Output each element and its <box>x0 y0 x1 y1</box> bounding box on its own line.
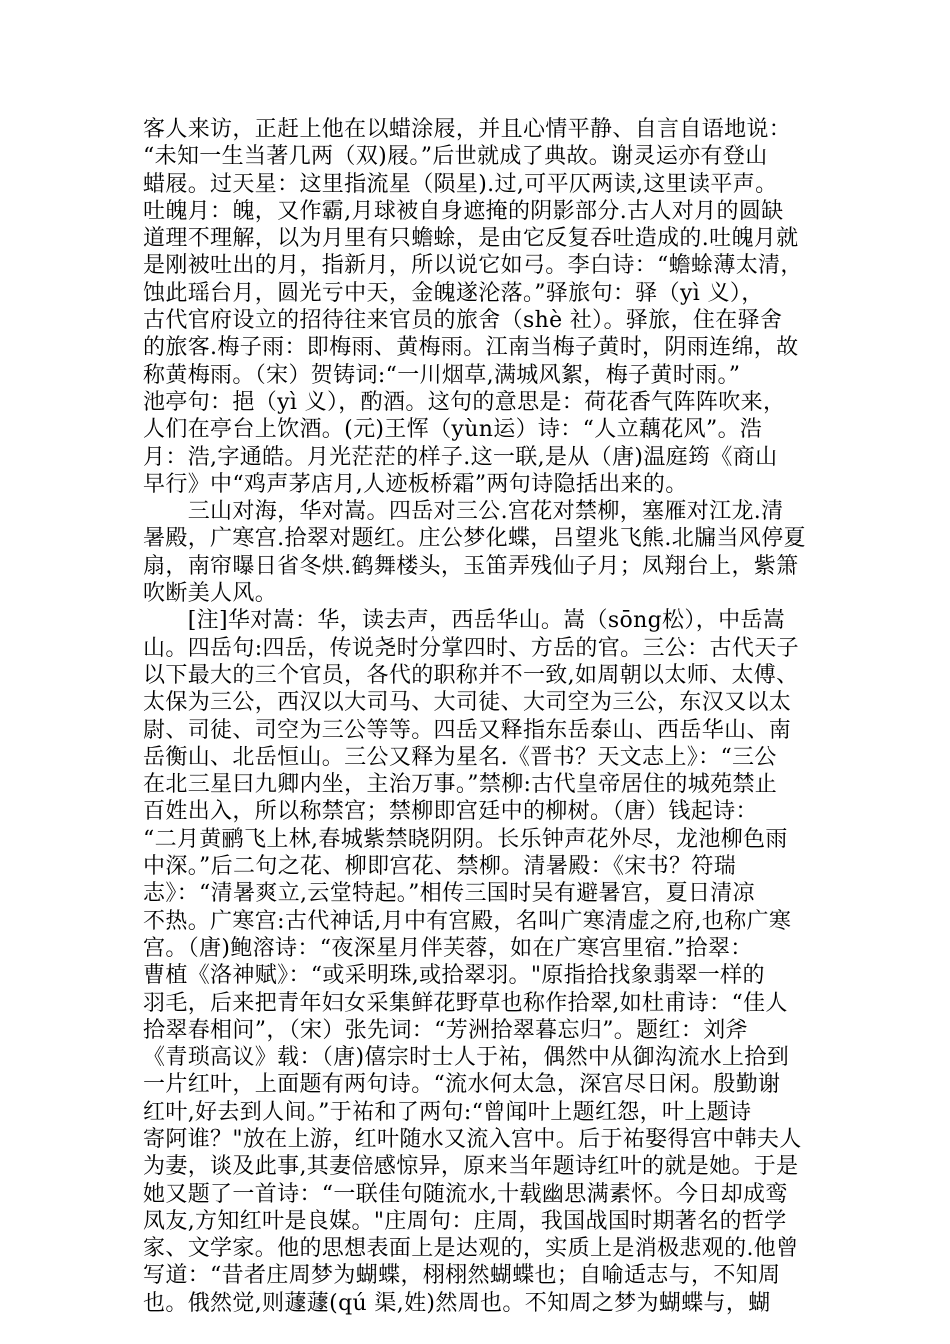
text-line: 月：浩,字通皓。月光茫茫的样子.这一联,是从（唐)温庭筠《商山 <box>143 444 778 470</box>
text-line: 不热。广寒宫:古代神话,月中有宫殿，名叫广寒清虚之府,也称广寒 <box>143 908 792 934</box>
paragraph-notes-continued <box>143 116 811 498</box>
text-line: 蜡屐。过天星：这里指流星（陨星).过,可平仄两读,这里读平声。 <box>143 171 778 197</box>
text-line: 羽毛，后来把青年妇女采集鲜花野草也称作拾翠,如杜甫诗：“佳人 <box>143 990 788 1016</box>
text-line: 《青琐高议》载：（唐)僖宗时士人于祐，偶然中从御沟流水上拾到 <box>143 1045 790 1071</box>
text-line: 为妻，谈及此事,其妻倍感惊异，原来当年题诗红叶的就是她。于是 <box>143 1154 799 1180</box>
text-line: 写道：“昔者庄周梦为蝴蝶，栩栩然蝴蝶也；自喻适志与，不知周 <box>143 1263 781 1289</box>
text-line: 寄阿谁？"放在上游，红叶随水又流入宫中。后于祐娶得宫中韩夫人 <box>143 1126 802 1152</box>
text-line: 扇，南帘曝日省冬烘.鹤舞楼头，玉笛弄残仙子月；凤翔台上，紫箫 <box>143 553 799 579</box>
text-line: 红叶,好去到人间。”于祐和了两句:“曾闻叶上题红怨，叶上题诗 <box>143 1099 752 1125</box>
text-line: 古代官府设立的招待往来官员的旅舍（shè 社）。驿旅，住在驿舍 <box>143 308 783 334</box>
text-line: 她又题了一首诗：“一联佳句随流水,十载幽思满素怀。今日却成鸾 <box>143 1181 788 1207</box>
text-line: 一片红叶，上面题有两句诗。“流水何太急，深宫尽日闲。殷勤谢 <box>143 1072 781 1098</box>
text-line: 以下最大的三个官员，各代的职称并不一致,如周朝以太师、太傅、 <box>143 662 799 688</box>
text-line: 也。俄然觉,则蘧蘧(qú 渠,姓)然周也。不知周之梦为蝴蝶与，蝴 <box>143 1290 771 1316</box>
text-line: 志》：“清暑爽立,云堂特起。”相传三国时吴有避暑宫，夏日清凉 <box>143 881 755 907</box>
text-line: 道理不理解，以为月里有只蟾蜍，是由它反复吞吐造成的.吐魄月就 <box>143 226 799 252</box>
text-line: 蚀此瑶台月，圆光亏中天，金魄遂沦落。”驿旅句：驿（yì 义）， <box>143 280 764 306</box>
text-line: 宫。（唐)鲍溶诗：“夜深星月伴芙蓉，如在广寒宫里宿.”拾翠： <box>143 935 753 961</box>
text-line: “未知一生当著几两（双)屐。”后世就成了典故。谢灵运亦有登山 <box>143 144 768 170</box>
text-line: 暑殿，广寒宫.拾翠对题红。庄公梦化蝶，吕望兆飞熊.北牖当风停夏 <box>143 526 806 552</box>
text-line: 客人来访，正赶上他在以蜡涂屐，并且心情平静、自言自语地说： <box>143 117 792 142</box>
text-line: 三山对海，华对嵩。四岳对三公.宫花对禁柳，塞雁对江龙.清 <box>143 499 784 525</box>
text-line: 人们在亭台上饮酒。(元)王恽（yùn运）诗：“人立藕花风”。浩 <box>143 417 763 443</box>
text-line: 凤友,方知红叶是良媒。"庄周句：庄周，我国战国时期著名的哲学 <box>143 1208 787 1234</box>
text-line: 百姓出入，所以称禁宫；禁柳即宫廷中的柳树。（唐）钱起诗： <box>143 799 758 825</box>
text-line: 的旅客.梅子雨：即梅雨、黄梅雨。江南当梅子黄时，阴雨连绵，故 <box>143 335 799 361</box>
text-line: 早行》中“鸡声茅店月,人迹板桥霜”两句诗隐括出来的。 <box>143 471 688 497</box>
paragraph-annotation <box>143 607 811 1317</box>
document-page <box>143 116 811 1317</box>
text-line: 吹断美人风。 <box>143 581 278 607</box>
text-line: 家、文学家。他的思想表面上是达观的，实质上是消极悲观的.他曾 <box>143 1236 799 1262</box>
text-line: 池亭句：挹（yì 义），酌酒。这句的意思是：荷花香气阵阵吹来， <box>143 389 786 415</box>
paragraph-verse <box>143 498 811 607</box>
text-line: 在北三星曰九卿内坐，主治万事。”禁柳:古代皇帝居住的城苑禁止 <box>143 772 778 798</box>
text-line: 称黄梅雨。（宋）贺铸词:“一川烟草,满城风絮，梅子黄时雨。” <box>143 362 741 388</box>
text-line: 吐魄月：魄，又作霸,月球被自身遮掩的阴影部分.古人对月的圆缺 <box>143 198 784 224</box>
text-line: “二月黄鹂飞上林,春城紫禁晓阴阴。长乐钟声花外尽，龙池柳色雨 <box>143 826 788 852</box>
text-line: 是刚被吐出的月，指新月，所以说它如弓。李白诗：“蟾蜍薄太清， <box>143 253 803 279</box>
text-line: 曹植《洛神赋》：“或采明珠,或拾翠羽。"原指拾找象翡翠一样的 <box>143 963 765 989</box>
text-line: 岳衡山、北岳恒山。三公又释为星名.《晋书？天文志上》：“三公 <box>143 744 777 770</box>
text-line: 中深。”后二句之花、柳即宫花、禁柳。清暑殿：《宋书？符瑞 <box>143 854 737 880</box>
text-line: 太保为三公，西汉以大司马、大司徒、大司空为三公，东汉又以太 <box>143 690 792 716</box>
text-line: 拾翠春相问”，（宋）张先词：“芳洲拾翠暮忘归”。题红：刘斧 <box>143 1017 748 1043</box>
text-line: 山。四岳句:四岳，传说尧时分掌四时、方岳的官。三公：古代天子 <box>143 635 799 661</box>
text-line: [注]华对嵩：华，读去声，西岳华山。嵩（sōng松），中岳嵩 <box>143 608 786 634</box>
text-line: 尉、司徒、司空为三公等等。四岳又释指东岳泰山、西岳华山、南 <box>143 717 792 743</box>
